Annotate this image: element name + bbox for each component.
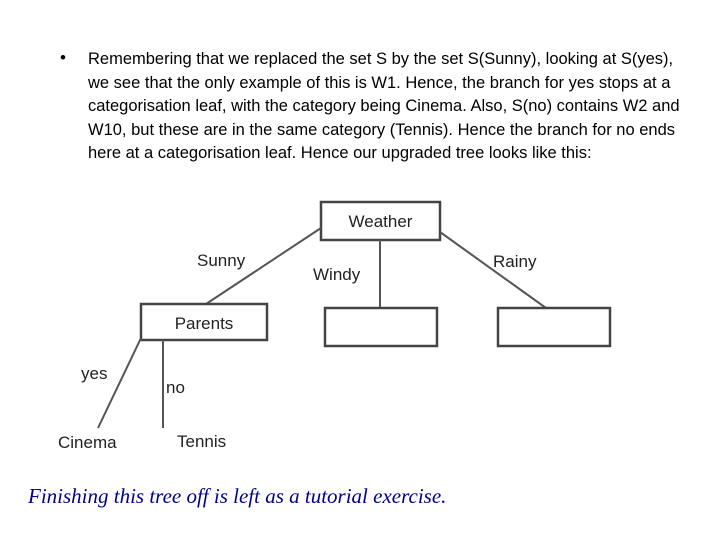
parents-node-label: Parents [174,314,234,333]
windy-empty-node [325,308,437,346]
yes-edge-label: yes [81,364,108,383]
cinema-leaf-label: Cinema [58,433,117,452]
yes-edge [98,338,141,428]
weather-node-label: Weather [348,212,413,231]
tennis-leaf-label: Tennis [177,432,227,451]
bullet-marker: • [60,48,66,67]
sunny-edge-label: Sunny [197,251,246,270]
windy-edge-label: Windy [313,265,361,284]
footer-exercise-note: Finishing this tree off is left as a tutorial exercise. [28,484,447,508]
no-edge-label: no [166,378,185,397]
rainy-empty-node [498,308,610,346]
bullet-paragraph: Remembering that we replaced the set S by the set S(Sunny), looking at S(yes), we see that the only example of this is W1. Hence, the branch for yes stops at a categorisation leaf, with the category being Cinema. Also, S(no) contains W2 and W10, but these are in the same category (Tennis). Hence the branch for no ends here at a categorisation leaf. Hence our upgraded tree looks like this: [88,50,680,162]
rainy-edge-label: Rainy [493,252,537,271]
